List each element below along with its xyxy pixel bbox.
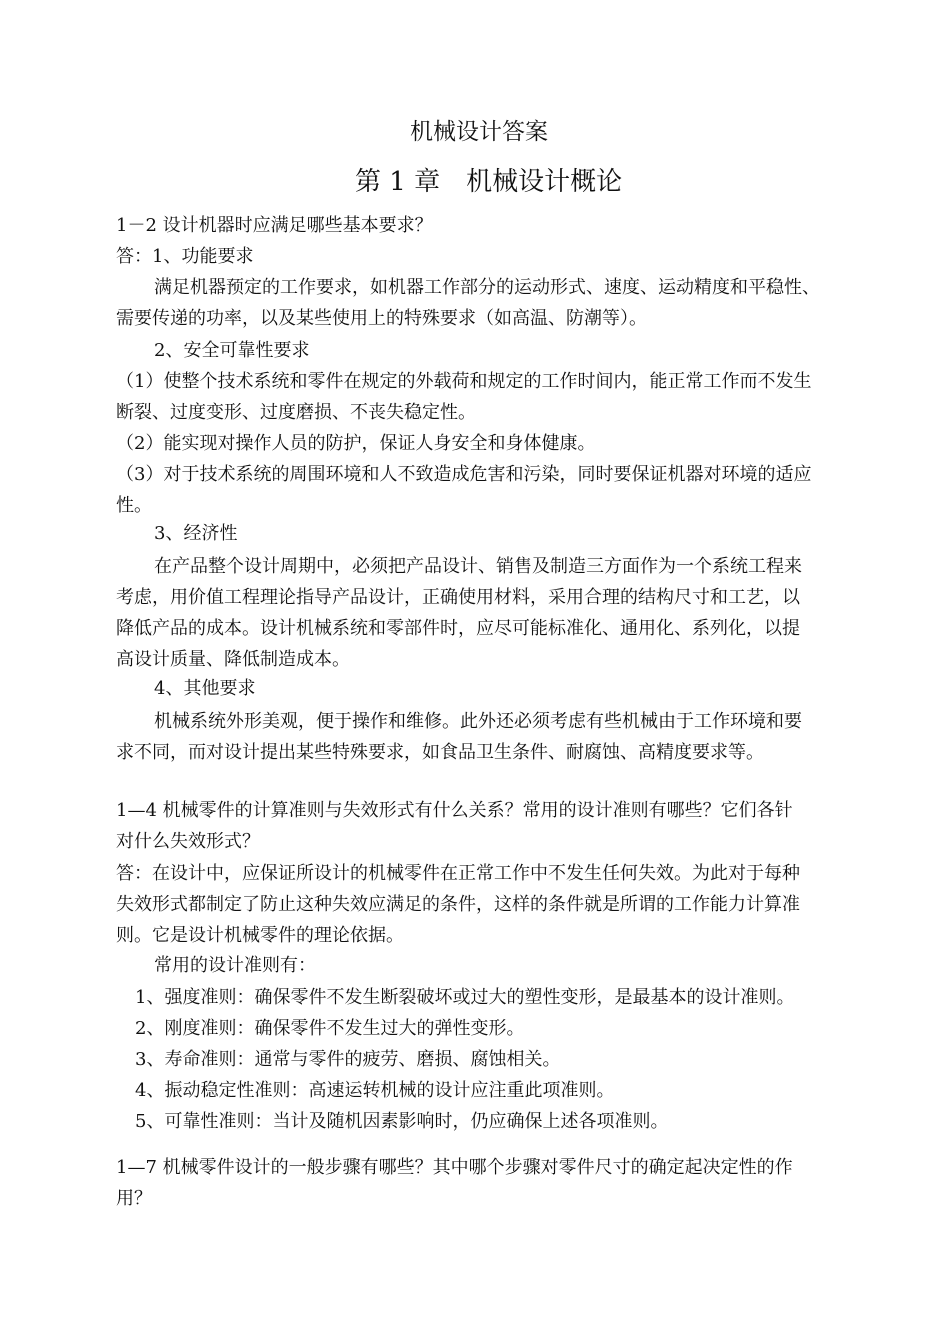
- question-1-7: 1—7 机械零件设计的一般步骤有哪些？其中哪个步骤对零件尺寸的确定起决定性的作: [116, 1157, 793, 1178]
- answer-line: 失效形式都制定了防止这种失效应满足的条件，这样的条件就是所谓的工作能力计算准: [116, 894, 800, 915]
- paragraph-line: 高设计质量、降低制造成本。: [116, 649, 350, 670]
- list-item-line: （3）对于技术系统的周围环境和人不致造成危害和污染，同时要保证机器对环境的适应: [116, 464, 812, 485]
- section-heading: 3、经济性: [154, 523, 238, 544]
- question-1-2: 1－2 设计机器时应满足哪些基本要求？: [116, 215, 433, 236]
- paragraph-line: 在产品整个设计周期中，必须把产品设计、销售及制造三方面作为一个系统工程来: [154, 556, 802, 577]
- criteria-item: 4、振动稳定性准则：高速运转机械的设计应注重此项准则。: [135, 1080, 615, 1101]
- paragraph-line: 机械系统外形美观，便于操作和维修。此外还必须考虑有些机械由于工作环境和要: [154, 711, 802, 732]
- question-1-7-cont: 用？: [116, 1188, 152, 1209]
- paragraph-line: 满足机器预定的工作要求，如机器工作部分的运动形式、速度、运动精度和平稳性、: [154, 277, 820, 298]
- paragraph-line: 需要传递的功率，以及某些使用上的特殊要求（如高温、防潮等）。: [116, 308, 647, 329]
- criteria-item: 5、可靠性准则：当计及随机因素影响时，仍应确保上述各项准则。: [135, 1111, 669, 1132]
- answer-line: 则。它是设计机械零件的理论依据。: [116, 925, 404, 946]
- paragraph-line: 考虑，用价值工程理论指导产品设计，正确使用材料，采用合理的结构尺寸和工艺，以: [116, 587, 800, 608]
- list-item-line: （2）能实现对操作人员的防护，保证人身安全和身体健康。: [116, 433, 596, 454]
- section-heading: 2、安全可靠性要求: [154, 340, 310, 361]
- list-item-line: 断裂、过度变形、过度磨损、不丧失稳定性。: [116, 402, 476, 423]
- list-item-line: 性。: [116, 495, 152, 516]
- document-title: 机械设计答案: [410, 119, 548, 145]
- answer-heading: 答：1、功能要求: [116, 246, 254, 267]
- answer-line: 答：在设计中，应保证所设计的机械零件在正常工作中不发生任何失效。为此对于每种: [116, 863, 800, 884]
- criteria-item: 1、强度准则：确保零件不发生断裂破坏或过大的塑性变形，是最基本的设计准则。: [135, 987, 795, 1008]
- criteria-item: 2、刚度准则：确保零件不发生过大的弹性变形。: [135, 1018, 525, 1039]
- chapter-heading: 第 1 章 机械设计概论: [355, 167, 623, 197]
- list-intro: 常用的设计准则有：: [154, 955, 316, 976]
- paragraph-line: 降低产品的成本。设计机械系统和零部件时，应尽可能标准化、通用化、系列化，以提: [116, 618, 800, 639]
- criteria-item: 3、寿命准则：通常与零件的疲劳、磨损、腐蚀相关。: [135, 1049, 561, 1070]
- section-heading: 4、其他要求: [154, 678, 256, 699]
- list-item-line: （1）使整个技术系统和零件在规定的外载荷和规定的工作时间内，能正常工作而不发生: [116, 371, 812, 392]
- paragraph-line: 求不同，而对设计提出某些特殊要求，如食品卫生条件、耐腐蚀、高精度要求等。: [116, 742, 764, 763]
- question-1-4-cont: 对什么失效形式？: [116, 831, 260, 852]
- question-1-4: 1—4 机械零件的计算准则与失效形式有什么关系？常用的设计准则有哪些？它们各针: [116, 800, 793, 821]
